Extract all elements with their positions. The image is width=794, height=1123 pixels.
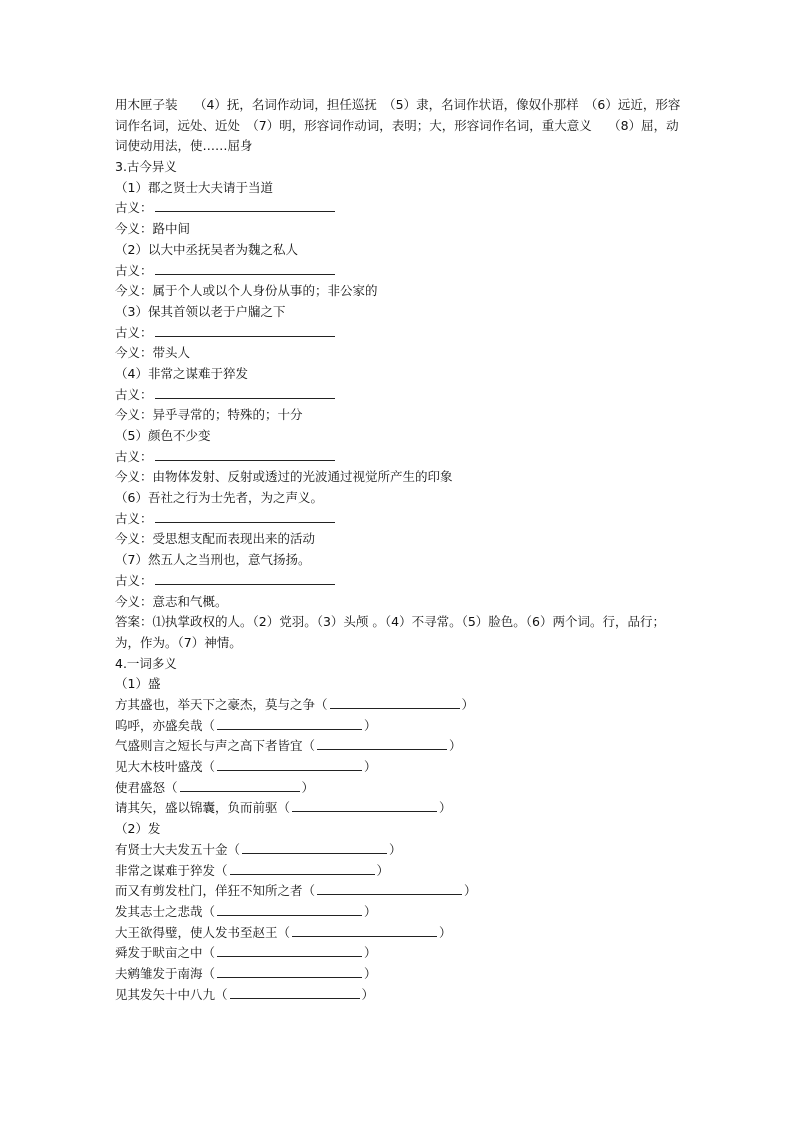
old-meaning-label: 古义： (115, 324, 153, 340)
gujin-sentence: （1）郡之贤士大夫请于当道 (115, 179, 273, 195)
polysemy-close-paren: ） (364, 945, 377, 961)
answer-blank (180, 778, 300, 792)
polysemy-sentence: 非常之谋难于猝发（ (115, 862, 228, 878)
answer-blank (317, 881, 462, 895)
old-meaning-label: 古义： (115, 572, 153, 588)
polysemy-sentence: 方其盛也，举天下之豪杰，莫与之争（ (115, 697, 328, 713)
polysemy-item (115, 861, 685, 882)
new-meaning-text: 带头人 (152, 345, 191, 361)
section3-heading: 3.古今异义 (115, 159, 177, 175)
answer-blank (230, 985, 360, 999)
new-meaning-label: 今义： (115, 407, 153, 423)
polysemy-item (115, 736, 685, 757)
answer-blank (155, 571, 335, 585)
answer-blank (292, 798, 437, 812)
new-meaning-label: 今义： (115, 593, 153, 609)
polysemy-sentence: 呜呼，亦盛矣哉（ (115, 717, 216, 733)
new-meaning-label: 今义： (115, 283, 153, 299)
document-page (115, 95, 685, 1005)
gujin-sentence: （2）以大中丞抚吴者为魏之私人 (115, 241, 298, 257)
answer-blank (155, 385, 335, 399)
gujin-new-meaning (115, 219, 685, 240)
gujin-old-meaning (115, 261, 685, 282)
answer-blank (217, 943, 362, 957)
gujin-old-meaning (115, 323, 685, 344)
gujin-old-meaning (115, 385, 685, 406)
polysemy-sentence: 有贤士大夫发五十金（ (115, 841, 241, 857)
gujin-new-meaning (115, 405, 685, 426)
answer-blank (155, 198, 335, 212)
section3-items (115, 178, 685, 612)
section4-heading: 4.一词多义 (115, 655, 177, 671)
polysemy-close-paren: ） (361, 986, 375, 1002)
gujin-old-meaning (115, 571, 685, 592)
polysemy-close-paren: ） (464, 883, 477, 899)
gujin-old-meaning (115, 509, 685, 530)
gujin-new-meaning (115, 592, 685, 613)
section4-groups (115, 674, 685, 1005)
polysemy-sentence: 舜发于畎亩之中（ (115, 945, 216, 961)
answer-blank (330, 695, 460, 709)
new-meaning-label: 今义： (115, 221, 153, 237)
polysemy-item (115, 840, 685, 861)
polysemy-close-paren: ） (376, 862, 390, 878)
polysemy-group-title: （1）盛 (115, 676, 161, 692)
polysemy-close-paren: ） (364, 759, 377, 775)
polysemy-close-paren: ） (389, 841, 402, 857)
new-meaning-text: 异乎寻常的；特殊的；十分 (152, 407, 303, 423)
polysemy-sentence: 见其发矢十中八九（ (115, 986, 228, 1002)
polysemy-close-paren: ） (439, 924, 452, 940)
new-meaning-label: 今义： (115, 345, 153, 361)
answer-blank (292, 923, 437, 937)
new-meaning-label: 今义： (115, 469, 153, 485)
answer-blank (217, 716, 362, 730)
polysemy-sentence: 气盛则言之短长与声之高下者皆宜（ (115, 738, 316, 754)
polysemy-sentence: 使君盛怒（ (115, 779, 178, 795)
gujin-old-meaning (115, 447, 685, 468)
polysemy-sentence: 发其志士之悲哉（ (115, 903, 216, 919)
polysemy-item (115, 757, 685, 778)
gujin-new-meaning (115, 467, 685, 488)
gujin-old-meaning (115, 198, 685, 219)
gujin-sentence: （5）颜色不少变 (115, 428, 211, 444)
polysemy-close-paren: ） (364, 965, 377, 981)
gujin-sentence: （7）然五人之当刑也，意气扬扬。 (115, 552, 311, 568)
polysemy-item (115, 798, 685, 819)
answer-blank (155, 323, 335, 337)
answer-blank (155, 261, 335, 275)
polysemy-close-paren: ） (364, 903, 377, 919)
old-meaning-label: 古义： (115, 510, 153, 526)
section3-answer: 答案：⑴执掌政权的人。（2）党羽。（3）头颅 。（4）不寻常。（5）脸色。（6）两个词。行，品行；为，作为。（7）神情。 (115, 614, 665, 650)
answer-blank (155, 509, 335, 523)
polysemy-sentence: 见大木枝叶盛茂（ (115, 759, 216, 775)
polysemy-item (115, 695, 685, 716)
new-meaning-text: 属于个人或以个人身份从事的；非公家的 (152, 283, 378, 299)
new-meaning-label: 今义： (115, 531, 153, 547)
old-meaning-label: 古义： (115, 386, 153, 402)
intro-paragraph: 用木匣子装 （4）抚，名词作动词，担任巡抚 （5）隶，名词作状语，像奴仆那样 （6）远近，形容词作名词，远处、近处 （7）明，形容词作动词，表明；大，形容词作名词，重大意义 （8）屈，动词使动用法，使……屈身 (115, 97, 681, 154)
polysemy-item (115, 902, 685, 923)
answer-blank (317, 736, 447, 750)
gujin-new-meaning (115, 529, 685, 550)
gujin-sentence: （3）保其首领以老于户牖之下 (115, 303, 286, 319)
gujin-sentence: （6）吾社之行为士先者，为之声义。 (115, 490, 323, 506)
polysemy-sentence: 而又有剪发杜门，佯狂不知所之者（ (115, 883, 316, 899)
gujin-sentence: （4）非常之谋难于猝发 (115, 365, 248, 381)
answer-blank (230, 861, 375, 875)
answer-blank (155, 447, 335, 461)
gujin-new-meaning (115, 343, 685, 364)
answer-blank (217, 902, 362, 916)
old-meaning-label: 古义： (115, 262, 153, 278)
polysemy-item (115, 985, 685, 1006)
polysemy-close-paren: ） (461, 697, 475, 713)
polysemy-close-paren: ） (439, 800, 452, 816)
old-meaning-label: 古义： (115, 200, 153, 216)
polysemy-sentence: 请其矢，盛以锦囊，负而前驱（ (115, 800, 291, 816)
polysemy-close-paren: ） (449, 738, 462, 754)
old-meaning-label: 古义： (115, 448, 153, 464)
polysemy-sentence: 大王欲得璧，使人发书至赵王（ (115, 924, 291, 940)
polysemy-group-title: （2）发 (115, 821, 161, 837)
answer-blank (242, 840, 387, 854)
polysemy-item (115, 964, 685, 985)
polysemy-sentence: 夫鹓雏发于南海（ (115, 965, 216, 981)
new-meaning-text: 受思想支配而表现出来的活动 (152, 531, 316, 547)
polysemy-item (115, 881, 685, 902)
polysemy-item (115, 716, 685, 737)
polysemy-close-paren: ） (301, 779, 315, 795)
new-meaning-text: 由物体发射、反射或透过的光波通过视觉所产生的印象 (152, 469, 453, 485)
polysemy-item (115, 923, 685, 944)
new-meaning-text: 路中间 (152, 221, 191, 237)
polysemy-item (115, 778, 685, 799)
answer-blank (217, 757, 362, 771)
polysemy-close-paren: ） (364, 717, 377, 733)
new-meaning-text: 意志和气概。 (152, 593, 228, 609)
gujin-new-meaning (115, 281, 685, 302)
answer-blank (217, 964, 362, 978)
polysemy-item (115, 943, 685, 964)
